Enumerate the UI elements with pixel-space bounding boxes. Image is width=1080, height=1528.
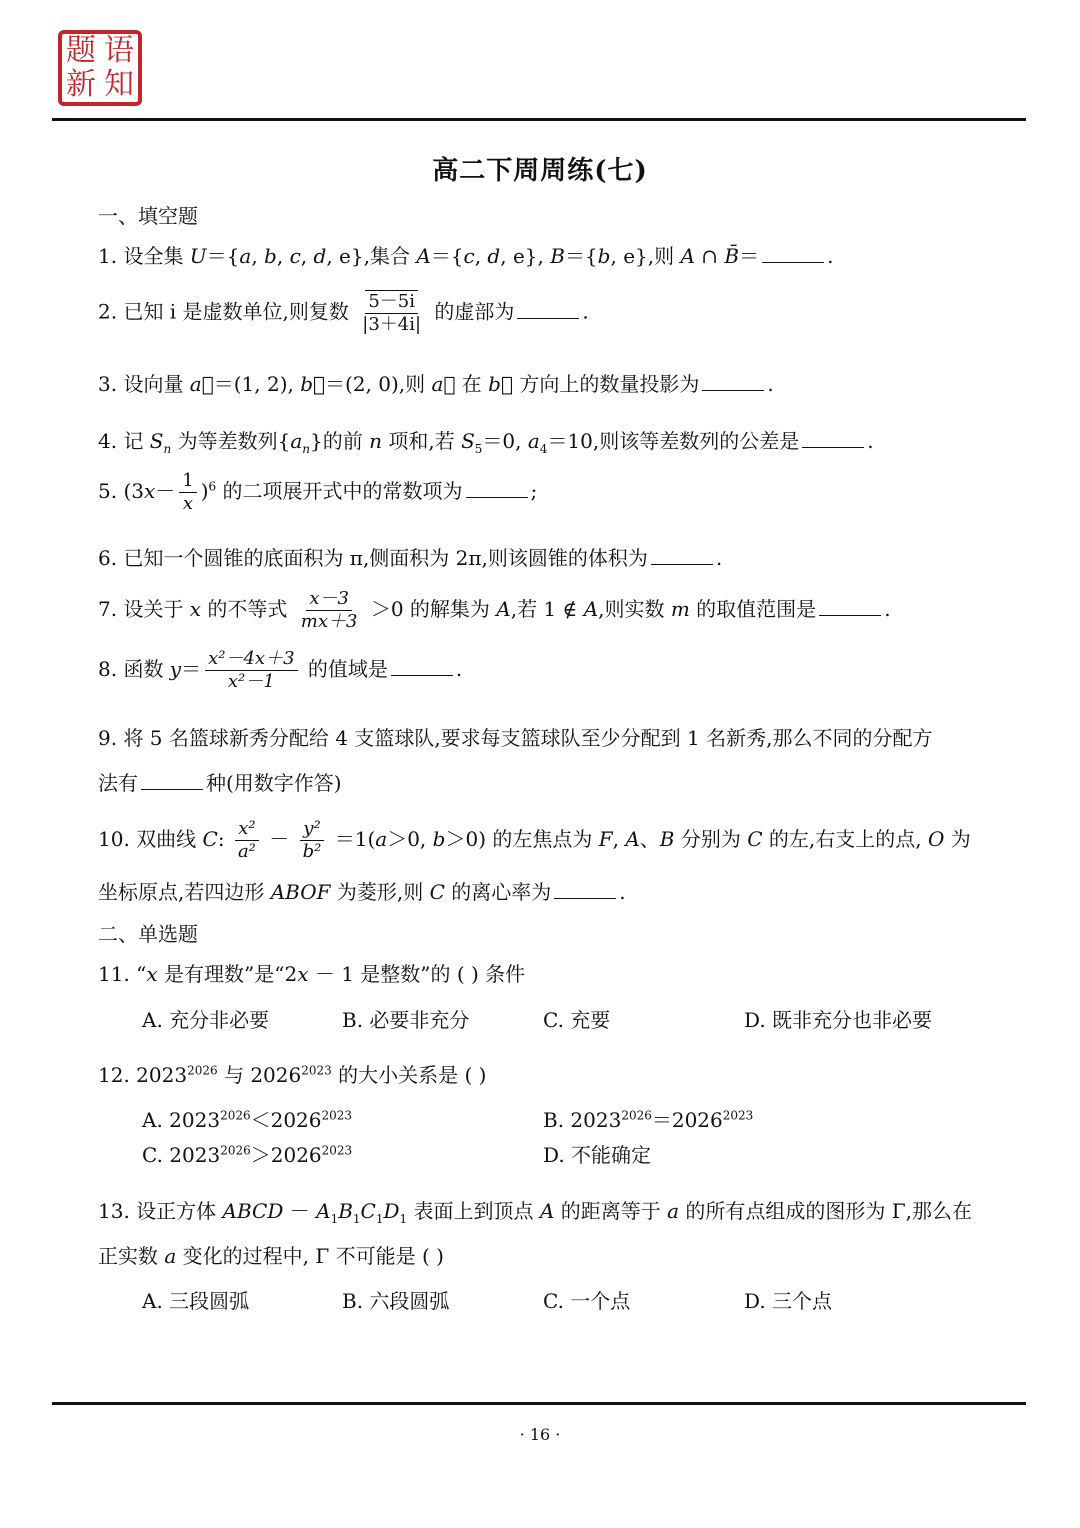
header-rule bbox=[52, 118, 1026, 121]
option-d[interactable]: D. 不能确定 bbox=[543, 1143, 652, 1167]
section-fill-blank: 一、填空题 bbox=[98, 204, 198, 228]
question-4: 4. 记 $S_n$ 为等差数列$\{a_n\}$的前 n 项和,若 $S_5=0$, $a_4=10$,则该等差数列的公差是 . bbox=[98, 429, 874, 456]
fraction: $\frac{5-5i}{|3+4i|}$ bbox=[362, 291, 422, 335]
question-10: 10. 双曲线 C: $\frac{\text{x²}}{\text{a²}}$ － $\frac{\text{y²}}{\text{b²}}$ ＝1(a＞0, b＞0) 的左焦点为 F, A、B 分别为 C 的左,右支上的点, O 为 bbox=[98, 818, 971, 862]
question-9: 9. 将 5 名篮球新秀分配给 4 支篮球队,要求每支篮球队至少分配到 1 名新秀,那么不同的分配方 bbox=[98, 726, 933, 750]
answer-blank[interactable] bbox=[819, 597, 881, 616]
seal-char: 新 bbox=[66, 67, 96, 102]
option-a[interactable]: A. $2023^{2026}<2026^{2023}$ bbox=[142, 1108, 353, 1132]
seal-char: 题 bbox=[66, 33, 96, 68]
fraction: $\frac{\text{x²}}{\text{a²}}$ bbox=[235, 818, 259, 863]
answer-blank[interactable] bbox=[141, 771, 203, 790]
question-12: 12. $2023^{2026}$ 与 $2026^{2023}$ 的大小关系是 ( ) bbox=[98, 1063, 487, 1087]
answer-blank[interactable] bbox=[762, 244, 824, 263]
fraction: $\frac{x-3}{mx+3}$ bbox=[300, 588, 358, 632]
option-b[interactable]: B. 六段圆弧 bbox=[342, 1289, 450, 1313]
option-d[interactable]: D. 三个点 bbox=[744, 1289, 833, 1313]
question-11: 11. “x 是有理数”是“2x － 1 是整数”的 ( ) 条件 bbox=[98, 962, 526, 986]
answer-blank[interactable] bbox=[554, 880, 616, 899]
answer-blank[interactable] bbox=[517, 300, 579, 319]
option-c[interactable]: C. 充要 bbox=[543, 1008, 611, 1032]
fraction: $\frac{\text{y²}}{\text{b²}}$ bbox=[300, 818, 325, 863]
option-a[interactable]: A. 三段圆弧 bbox=[142, 1289, 250, 1313]
question-1: 1. 设全集 U＝{a, b, c, d, e},集合 A＝{c, d, e}, B＝{b, e},则 A ∩ B̄＝ . bbox=[98, 244, 834, 268]
fraction: $\frac{\text{x²－4x＋3}}{\text{x²－1}}$ bbox=[205, 648, 297, 693]
option-b[interactable]: B. $2023^{2026}=2026^{2023}$ bbox=[543, 1108, 754, 1132]
footer-rule bbox=[52, 1402, 1026, 1405]
option-b[interactable]: B. 必要非充分 bbox=[342, 1008, 470, 1032]
option-a[interactable]: A. 充分非必要 bbox=[142, 1008, 270, 1032]
page-number: · 16 · bbox=[519, 1425, 561, 1444]
page-title: 高二下周周练(七) bbox=[432, 156, 648, 186]
question-9-line2: 法有 种(用数字作答) bbox=[98, 771, 342, 795]
fraction: $\frac{1}{x}$ bbox=[179, 470, 196, 515]
question-13-line2: 正实数 a 变化的过程中, Γ 不可能是 ( ) bbox=[98, 1244, 444, 1268]
question-2: 2. 已知 i 是虚数单位,则复数 $\frac{5-5i}{|3+4i|}$ 的虚部为 . bbox=[98, 291, 589, 335]
option-d[interactable]: D. 既非充分也非必要 bbox=[744, 1008, 933, 1032]
answer-blank[interactable] bbox=[391, 657, 453, 676]
answer-blank[interactable] bbox=[651, 546, 713, 565]
seal-logo bbox=[58, 30, 142, 106]
section-single-choice: 二、单选题 bbox=[98, 922, 198, 946]
option-c[interactable]: C. $2023^{2026}>2026^{2023}$ bbox=[142, 1143, 353, 1167]
option-c[interactable]: C. 一个点 bbox=[543, 1289, 631, 1313]
seal-char: 知 bbox=[104, 67, 134, 102]
question-7: 7. 设关于 x 的不等式 $\frac{x-3}{mx+3}$ ＞0 的解集为 A,若 1 ∉ A,则实数 m 的取值范围是 . bbox=[98, 588, 891, 632]
seal-char: 语 bbox=[104, 33, 134, 68]
question-13: 13. 设正方体 ABCD － $A_1B_1C_1D_1$ 表面上到顶点 A 的距离等于 a 的所有点组成的图形为 Γ,那么在 bbox=[98, 1199, 972, 1226]
question-8: 8. 函数 y＝ $\frac{\text{x²－4x＋3}}{\text{x²－1}}$ 的值域是 . bbox=[98, 648, 463, 692]
question-3: 3. 设向量 a⃗＝(1, 2), b⃗＝(2, 0),则 a⃗ 在 b⃗ 方向上的数量投影为 . bbox=[98, 372, 774, 396]
question-6: 6. 已知一个圆锥的底面积为 π,侧面积为 2π,则该圆锥的体积为 . bbox=[98, 546, 723, 570]
answer-blank[interactable] bbox=[802, 429, 864, 448]
question-10-line2: 坐标原点,若四边形 ABOF 为菱形,则 C 的离心率为 . bbox=[98, 880, 626, 904]
answer-blank[interactable] bbox=[466, 479, 528, 498]
answer-blank[interactable] bbox=[702, 372, 764, 391]
question-5: 5. (3x－ $\frac{1}{x}$ )$^6$ 的二项展开式中的常数项为 ; bbox=[98, 470, 538, 514]
